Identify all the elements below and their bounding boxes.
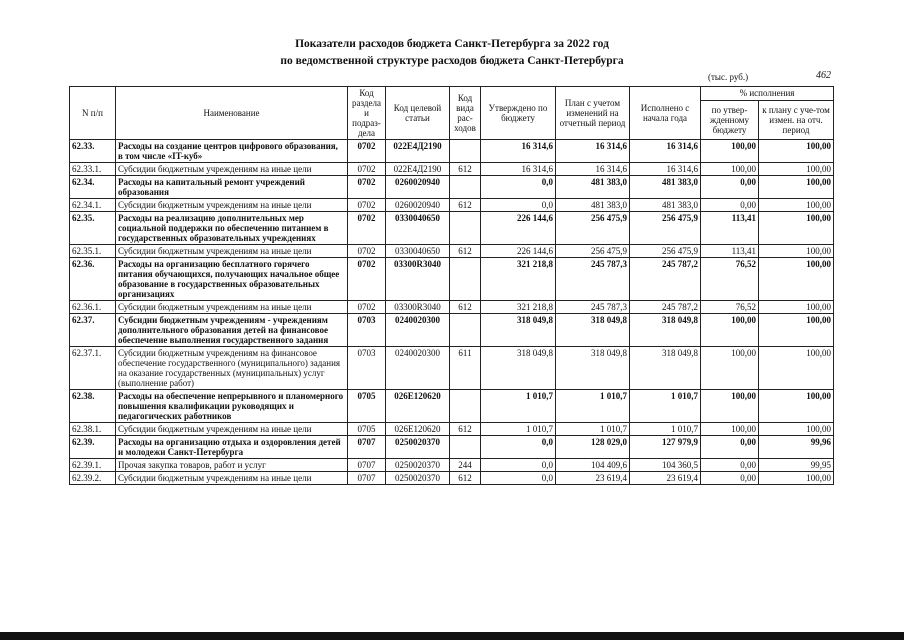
row-type: 612 — [450, 301, 481, 314]
row-pct-approved: 0,00 — [701, 176, 759, 199]
row-plan: 16 314,6 — [556, 163, 630, 176]
row-pct-plan: 100,00 — [759, 163, 834, 176]
row-name: Субсидии бюджетным учреждениям на иные цели — [116, 472, 348, 485]
row-name: Субсидии бюджетным учреждениям на иные цели — [116, 245, 348, 258]
table-row — [70, 436, 834, 459]
row-section: 0702 — [348, 163, 386, 176]
header-num: N п/п — [70, 87, 116, 140]
table-row — [70, 245, 834, 258]
row-section: 0702 — [348, 199, 386, 212]
row-target: 0250020370 — [386, 436, 450, 459]
row-number: 62.33.1. — [70, 163, 116, 176]
row-pct-approved: 100,00 — [701, 390, 759, 423]
row-approved: 0,0 — [481, 176, 556, 199]
row-approved: 1 010,7 — [481, 390, 556, 423]
row-executed: 318 049,8 — [630, 314, 701, 347]
table-row — [70, 199, 834, 212]
row-target: 026Е120620 — [386, 390, 450, 423]
row-pct-plan: 100,00 — [759, 390, 834, 423]
row-name: Субсидии бюджетным учреждениям на иные цели — [116, 301, 348, 314]
row-type — [450, 212, 481, 245]
row-pct-approved: 0,00 — [701, 436, 759, 459]
row-plan: 256 475,9 — [556, 212, 630, 245]
row-pct-approved: 76,52 — [701, 301, 759, 314]
row-executed: 245 787,2 — [630, 301, 701, 314]
row-name: Расходы на капитальный ремонт учреждений образования — [116, 176, 348, 199]
row-section: 0702 — [348, 212, 386, 245]
row-plan: 1 010,7 — [556, 423, 630, 436]
header-name: Наименование — [116, 87, 348, 140]
row-pct-plan: 100,00 — [759, 176, 834, 199]
row-pct-approved: 100,00 — [701, 314, 759, 347]
row-type — [450, 314, 481, 347]
row-pct-plan: 100,00 — [759, 301, 834, 314]
row-pct-plan: 100,00 — [759, 258, 834, 301]
table-row — [70, 459, 834, 472]
header-section: Код раздела и подраз-дела — [348, 87, 386, 140]
row-executed: 481 383,0 — [630, 199, 701, 212]
table-row — [70, 163, 834, 176]
row-approved: 226 144,6 — [481, 212, 556, 245]
row-name: Прочая закупка товаров, работ и услуг — [116, 459, 348, 472]
row-type: 612 — [450, 163, 481, 176]
row-number: 62.39. — [70, 436, 116, 459]
row-number: 62.38. — [70, 390, 116, 423]
row-executed: 16 314,6 — [630, 140, 701, 163]
row-type: 612 — [450, 423, 481, 436]
row-name: Расходы на создание центров цифрового образования, в том числе «IT-куб» — [116, 140, 348, 163]
report-title-line1: Показатели расходов бюджета Санкт-Петербурга за 2022 год — [295, 38, 609, 50]
row-name: Расходы на реализацию дополнительных мер социальной поддержки по обеспечению питанием в государственных образовательных учреждениях — [116, 212, 348, 245]
row-target: 0240020300 — [386, 314, 450, 347]
table-row — [70, 301, 834, 314]
row-number: 62.36. — [70, 258, 116, 301]
row-type: 612 — [450, 199, 481, 212]
header-pct-plan: к плану с уче-том измен. на отч. период — [759, 100, 834, 140]
row-target: 0330040650 — [386, 245, 450, 258]
header-pct-group: % исполнения — [701, 87, 834, 101]
row-pct-plan: 100,00 — [759, 245, 834, 258]
units-label: (тыс. руб.) — [708, 72, 749, 82]
row-name: Субсидии бюджетным учреждениям на иные цели — [116, 163, 348, 176]
row-name: Расходы на организацию отдыха и оздоровления детей и молодежи Санкт-Петербурга — [116, 436, 348, 459]
row-number: 62.38.1. — [70, 423, 116, 436]
row-pct-plan: 100,00 — [759, 212, 834, 245]
row-number: 62.35. — [70, 212, 116, 245]
row-pct-plan: 100,00 — [759, 423, 834, 436]
row-plan: 256 475,9 — [556, 245, 630, 258]
row-approved: 321 218,8 — [481, 301, 556, 314]
row-approved: 0,0 — [481, 472, 556, 485]
row-plan: 245 787,3 — [556, 258, 630, 301]
table-row — [70, 423, 834, 436]
row-target: 0330040650 — [386, 212, 450, 245]
row-section: 0707 — [348, 459, 386, 472]
row-name: Субсидии бюджетным учреждениям на иные цели — [116, 423, 348, 436]
row-pct-plan: 99,96 — [759, 436, 834, 459]
row-target: 0260020940 — [386, 176, 450, 199]
row-section: 0703 — [348, 314, 386, 347]
row-executed: 245 787,2 — [630, 258, 701, 301]
row-plan: 23 619,4 — [556, 472, 630, 485]
row-type — [450, 436, 481, 459]
row-plan: 245 787,3 — [556, 301, 630, 314]
row-type — [450, 390, 481, 423]
scan-edge-bar — [0, 632, 904, 640]
row-pct-plan: 100,00 — [759, 199, 834, 212]
budget-table — [69, 86, 834, 485]
row-target: 0260020940 — [386, 199, 450, 212]
row-pct-approved: 76,52 — [701, 258, 759, 301]
row-type: 611 — [450, 347, 481, 390]
row-section: 0703 — [348, 347, 386, 390]
row-target: 0250020370 — [386, 459, 450, 472]
row-type — [450, 258, 481, 301]
row-pct-approved: 0,00 — [701, 199, 759, 212]
row-section: 0702 — [348, 258, 386, 301]
row-approved: 0,0 — [481, 199, 556, 212]
row-target: 0250020370 — [386, 472, 450, 485]
row-type: 612 — [450, 472, 481, 485]
report-title-line2: по ведомственной структуре расходов бюджета Санкт-Петербурга — [280, 55, 624, 67]
row-name: Субсидии бюджетным учреждениям - учреждениям дополнительного образования детей на финансовое обеспечение выполнения государственного задания — [116, 314, 348, 347]
row-pct-plan: 100,00 — [759, 140, 834, 163]
table-row — [70, 390, 834, 423]
table-row — [70, 140, 834, 163]
row-target: 026Е120620 — [386, 423, 450, 436]
row-approved: 0,0 — [481, 459, 556, 472]
row-name: Субсидии бюджетным учреждениям на финансовое обеспечение государственного (муниципального) задания на оказание государственных (муниципальных) услуг (выполнение работ) — [116, 347, 348, 390]
row-number: 62.34. — [70, 176, 116, 199]
row-pct-approved: 100,00 — [701, 423, 759, 436]
row-section: 0702 — [348, 140, 386, 163]
row-approved: 226 144,6 — [481, 245, 556, 258]
row-pct-plan: 100,00 — [759, 314, 834, 347]
header-plan: План с учетом изменений на отчетный период — [556, 87, 630, 140]
row-approved: 16 314,6 — [481, 140, 556, 163]
row-approved: 318 049,8 — [481, 347, 556, 390]
row-plan: 16 314,6 — [556, 140, 630, 163]
row-section: 0702 — [348, 176, 386, 199]
row-plan: 128 029,0 — [556, 436, 630, 459]
table-row — [70, 258, 834, 301]
row-number: 62.37.1. — [70, 347, 116, 390]
header-type: Код вида рас-ходов — [450, 87, 481, 140]
page-number: 462 — [816, 70, 831, 81]
header-pct-approved: по утвер-жденному бюджету — [701, 100, 759, 140]
row-name: Расходы на обеспечение непрерывного и планомерного повышения квалификации руководящих и педагогических работников — [116, 390, 348, 423]
row-type — [450, 140, 481, 163]
row-executed: 1 010,7 — [630, 390, 701, 423]
table-row — [70, 472, 834, 485]
row-number: 62.33. — [70, 140, 116, 163]
row-number: 62.36.1. — [70, 301, 116, 314]
row-type: 612 — [450, 245, 481, 258]
row-executed: 256 475,9 — [630, 245, 701, 258]
row-pct-plan: 100,00 — [759, 472, 834, 485]
row-name: Субсидии бюджетным учреждениям на иные цели — [116, 199, 348, 212]
header-target: Код целевой статьи — [386, 87, 450, 140]
row-executed: 256 475,9 — [630, 212, 701, 245]
row-name: Расходы на организацию бесплатного горячего питания обучающихся, получающих начальное общее образование в государственных образовательных организациях — [116, 258, 348, 301]
row-approved: 0,0 — [481, 436, 556, 459]
row-approved: 321 218,8 — [481, 258, 556, 301]
row-approved: 1 010,7 — [481, 423, 556, 436]
row-number: 62.34.1. — [70, 199, 116, 212]
row-type: 244 — [450, 459, 481, 472]
row-plan: 318 049,8 — [556, 347, 630, 390]
row-section: 0707 — [348, 436, 386, 459]
row-target: 0240020300 — [386, 347, 450, 390]
row-target: 03300R3040 — [386, 258, 450, 301]
table-row — [70, 314, 834, 347]
row-executed: 481 383,0 — [630, 176, 701, 199]
row-executed: 16 314,6 — [630, 163, 701, 176]
row-plan: 1 010,7 — [556, 390, 630, 423]
row-approved: 16 314,6 — [481, 163, 556, 176]
row-executed: 318 049,8 — [630, 347, 701, 390]
table-row — [70, 347, 834, 390]
row-pct-approved: 0,00 — [701, 459, 759, 472]
row-pct-approved: 100,00 — [701, 163, 759, 176]
row-pct-approved: 0,00 — [701, 472, 759, 485]
row-section: 0702 — [348, 245, 386, 258]
row-pct-approved: 113,41 — [701, 212, 759, 245]
row-executed: 1 010,7 — [630, 423, 701, 436]
table-body — [70, 140, 834, 485]
row-section: 0707 — [348, 472, 386, 485]
row-executed: 23 619,4 — [630, 472, 701, 485]
row-pct-approved: 100,00 — [701, 140, 759, 163]
table-row — [70, 176, 834, 199]
row-number: 62.39.2. — [70, 472, 116, 485]
row-executed: 104 360,5 — [630, 459, 701, 472]
row-pct-plan: 99,95 — [759, 459, 834, 472]
row-plan: 481 383,0 — [556, 199, 630, 212]
row-pct-approved: 100,00 — [701, 347, 759, 390]
row-plan: 481 383,0 — [556, 176, 630, 199]
row-target: 03300R3040 — [386, 301, 450, 314]
row-section: 0705 — [348, 390, 386, 423]
row-target: 022Е4Д2190 — [386, 163, 450, 176]
row-executed: 127 979,9 — [630, 436, 701, 459]
row-pct-plan: 100,00 — [759, 347, 834, 390]
row-approved: 318 049,8 — [481, 314, 556, 347]
row-section: 0705 — [348, 423, 386, 436]
row-type — [450, 176, 481, 199]
row-number: 62.39.1. — [70, 459, 116, 472]
table-row — [70, 212, 834, 245]
row-plan: 104 409,6 — [556, 459, 630, 472]
row-number: 62.35.1. — [70, 245, 116, 258]
header-approved: Утверждено по бюджету — [481, 87, 556, 140]
header-executed: Исполнено с начала года — [630, 87, 701, 140]
row-target: 022Е4Д2190 — [386, 140, 450, 163]
row-plan: 318 049,8 — [556, 314, 630, 347]
row-section: 0702 — [348, 301, 386, 314]
row-number: 62.37. — [70, 314, 116, 347]
row-pct-approved: 113,41 — [701, 245, 759, 258]
